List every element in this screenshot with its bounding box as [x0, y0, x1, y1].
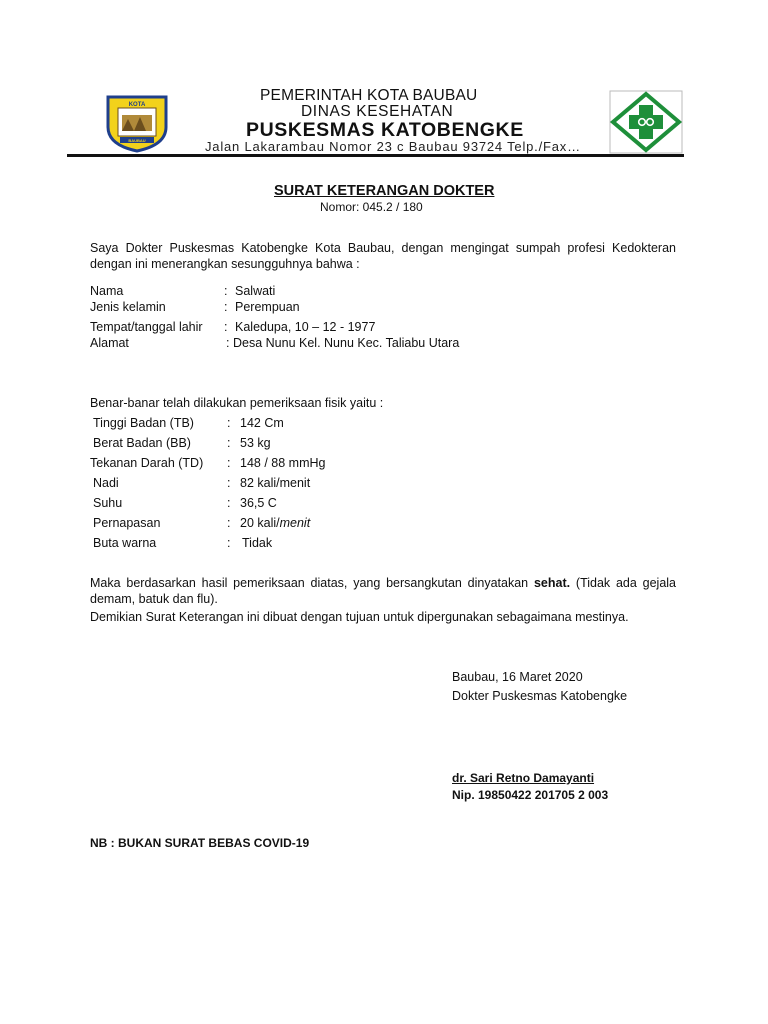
- puskesmas-logo: [609, 90, 683, 154]
- identity-sep: :: [224, 300, 228, 314]
- exam-value: 53 kg: [240, 436, 271, 450]
- closing-paragraph: Demikian Surat Keterangan ini dibuat dengan tujuan untuk dipergunakan sebagaimana mestinya.: [90, 610, 629, 624]
- exam-value: 148 / 88 mmHg: [240, 456, 326, 470]
- identity-label: Jenis kelamin: [90, 300, 166, 314]
- exam-value: [240, 516, 310, 530]
- exam-value: Tidak: [242, 536, 273, 550]
- exam-value-unit: menit: [279, 516, 311, 530]
- exam-sep: :: [227, 456, 231, 470]
- exam-label: Buta warna: [93, 536, 157, 550]
- exam-label: Berat Badan (BB): [93, 436, 191, 450]
- logo-left-text: KOTA: [128, 102, 146, 108]
- exam-value-main: 20 kali/: [240, 516, 280, 530]
- exam-value: 36,5 C: [240, 496, 277, 510]
- identity-sep: :: [224, 284, 228, 298]
- exam-label: Tekanan Darah (TD): [90, 456, 204, 470]
- exam-value: 82 kali/menit: [240, 476, 311, 490]
- signer-title: Dokter Puskesmas Katobengke: [452, 689, 628, 703]
- logo-left-bottom-text: BAUBAU: [128, 138, 146, 143]
- place-date: Baubau, 16 Maret 2020: [452, 670, 583, 684]
- conclusion-note: (Tidak ada gejala demam, batuk dan flu).: [90, 576, 677, 606]
- conclusion-verdict: sehat.: [533, 576, 571, 590]
- exam-sep: :: [227, 496, 231, 510]
- exam-label: Suhu: [93, 496, 123, 510]
- exam-sep: :: [227, 416, 231, 430]
- identity-label: Tempat/tanggal lahir: [90, 320, 203, 334]
- identity-sep: :: [224, 320, 228, 334]
- identity-value: Salwati: [235, 284, 276, 298]
- letter-number: Nomor: 045.2 / 180: [320, 200, 423, 214]
- exam-sep: :: [227, 536, 231, 550]
- header-address: Jalan Lakarambau Nomor 23 c Baubau 93724 Telp./Fax…: [205, 139, 581, 154]
- identity-sep: :: [226, 336, 230, 350]
- kota-baubau-logo: [104, 93, 170, 153]
- intro-paragraph: Saya Dokter Puskesmas Katobengke Kota Baubau, dengan mengingat sumpah profesi Kedokteran dengan ini menerangkan sesungguhnya bahwa :: [90, 241, 676, 271]
- signer-nip: Nip. 19850422 201705 2 003: [452, 788, 609, 802]
- exam-intro: Benar-banar telah dilakukan pemeriksaan fisik yaitu :: [90, 396, 384, 410]
- conclusion-text: Maka berdasarkan hasil pemeriksaan diatas, yang bersangkutan dinyatakan: [90, 576, 534, 590]
- letter-title: SURAT KETERANGAN DOKTER: [274, 183, 495, 199]
- footnote: NB : BUKAN SURAT BEBAS COVID-19: [90, 836, 310, 850]
- identity-value: Kaledupa, 10 – 12 - 1977: [235, 320, 376, 334]
- exam-label: Pernapasan: [93, 516, 161, 530]
- conclusion-paragraph: [90, 575, 676, 607]
- identity-value: Desa Nunu Kel. Nunu Kec. Taliabu Utara: [233, 336, 460, 350]
- exam-label: Tinggi Badan (TB): [93, 416, 194, 430]
- signer-name: dr. Sari Retno Damayanti: [452, 771, 595, 785]
- exam-sep: :: [227, 476, 231, 490]
- header-divider: [67, 154, 684, 157]
- header-government: PEMERINTAH KOTA BAUBAU: [260, 87, 478, 104]
- identity-label: Nama: [90, 284, 124, 298]
- exam-sep: :: [227, 516, 231, 530]
- exam-sep: :: [227, 436, 231, 450]
- exam-value: 142 Cm: [240, 416, 284, 430]
- header-department: DINAS KESEHATAN: [301, 103, 454, 120]
- exam-label: Nadi: [93, 476, 119, 490]
- header-institution: PUSKESMAS KATOBENGKE: [246, 119, 524, 141]
- identity-value: Perempuan: [235, 300, 300, 314]
- identity-label: Alamat: [90, 336, 129, 350]
